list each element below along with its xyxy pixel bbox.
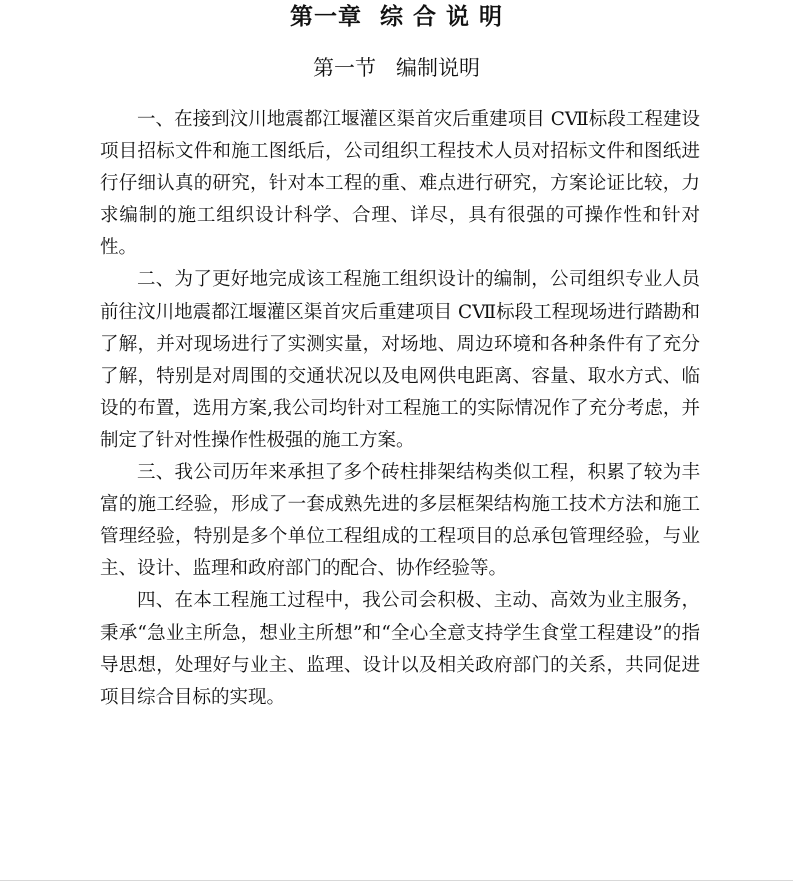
paragraph-1: 一、在接到汶川地震都江堰灌区渠首灾后重建项目 CⅦ标段工程建设项目招标文件和施工图纸后，公司组织工程技术人员对招标文件和图纸进行仔细认真的研究，针对本工程的重、难点进行研究，方案论证比较，力求编制的施工组织设计科学、合理、详尽，具有很强的可操作性和针对性。 — [100, 109, 700, 259]
section-title: 第一节 编制说明 — [312, 56, 481, 80]
paragraph-2: 二、为了更好地完成该工程施工组织设计的编制，公司组织专业人员前往汶川地震都江堰灌区渠首灾后重建项目 CⅦ标段工程现场进行踏勘和了解，并对现场进行了实测实量，对场地、周边环境和各种条件有了充分了解，特别是对周围的交通状况以及电网供电距离、容量、取水方式、临设的布置，选用方案,我公司均针对工程施工的实际情况作了充分考虑，并制定了针对性操作性极强的施工方案。 — [100, 269, 700, 451]
chapter-title: 第一章 综 合 说 明 — [289, 3, 504, 30]
page-bottom-divider — [0, 880, 793, 881]
document-body — [100, 104, 700, 714]
paragraph-4: 四、在本工程施工过程中，我公司会积极、主动、高效为业主服务，秉承“急业主所急，想业主所想”和“全心全意支持学生食堂工程建设”的指导思想，处理好与业主、监理、设计以及相关政府部门的关系，共同促进项目综合目标的实现。 — [100, 590, 700, 708]
paragraph-3: 三、我公司历年来承担了多个砖柱排架结构类似工程，积累了较为丰富的施工经验，形成了一套成熟先进的多层框架结构施工技术方法和施工管理经验，特别是多个单位工程组成的工程项目的总承包管理经验，与业主、设计、监理和政府部门的配合、协作经验等。 — [100, 462, 700, 580]
